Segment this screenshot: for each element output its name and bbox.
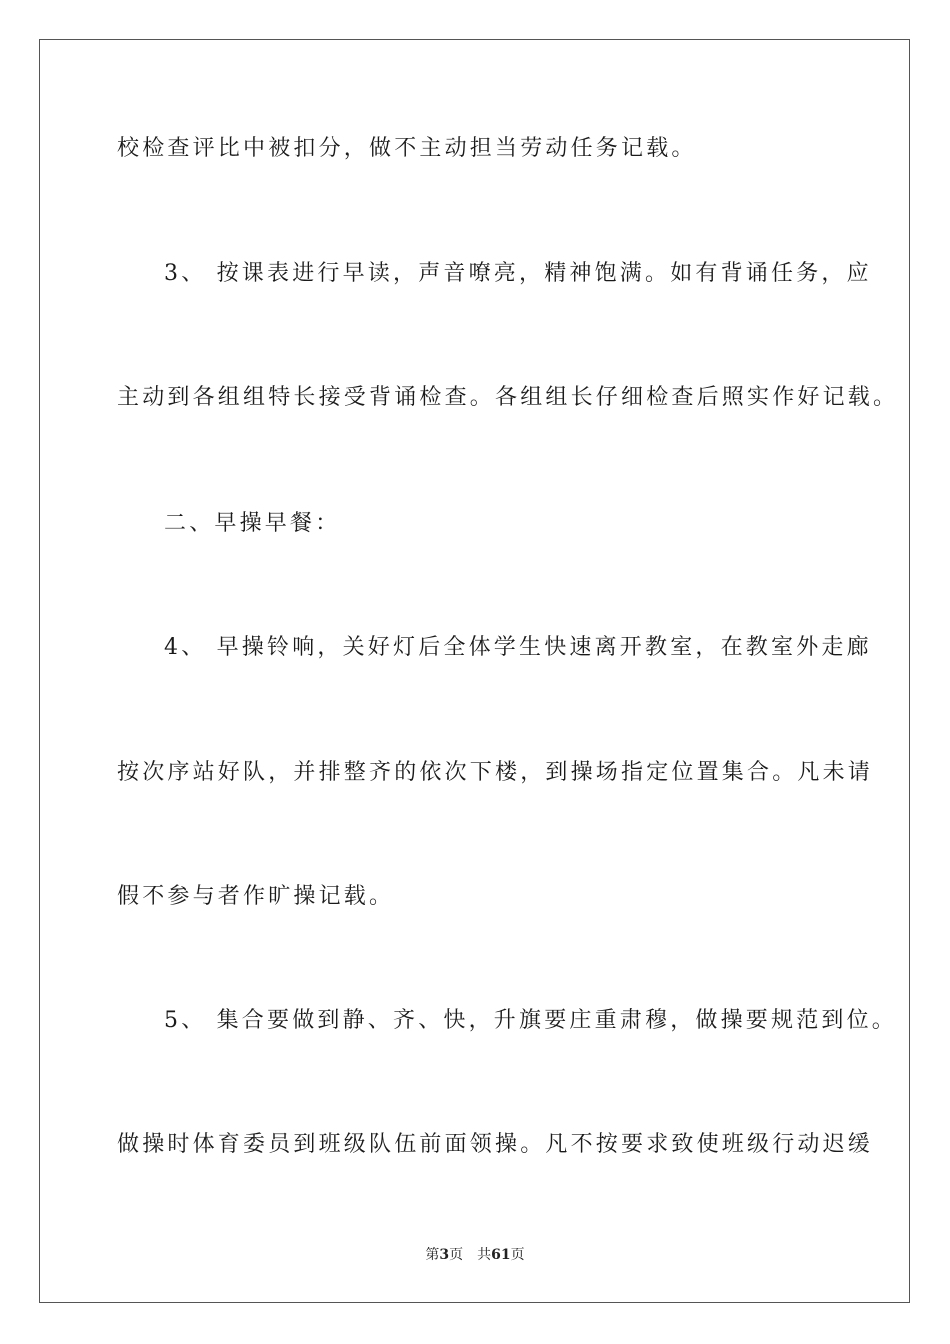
- total-prefix: 共: [477, 1247, 492, 1263]
- total-suffix: 页: [510, 1247, 525, 1263]
- page-border: [39, 39, 910, 1303]
- text-line-7: 假不参与者作旷操记载。: [117, 884, 395, 909]
- text-line-8: 5、 集合要做到静、齐、快，升旗要庄重肃穆，做操要规范到位。: [164, 1008, 897, 1033]
- text-line-9: 做操时体育委员到班级队伍前面领操。凡不按要求致使班级行动迟缓: [117, 1132, 874, 1157]
- page-prefix: 第: [425, 1247, 440, 1263]
- text-line-1: 校检查评比中被扣分，做不主动担当劳动任务记载。: [117, 136, 697, 161]
- text-line-6: 按次序站好队，并排整齐的依次下楼，到操场指定位置集合。凡未请: [117, 760, 874, 785]
- page-number: 3: [439, 1247, 450, 1263]
- page-footer: [0, 1246, 950, 1264]
- total-pages: 61: [491, 1247, 511, 1263]
- page-suffix: 页: [449, 1247, 464, 1263]
- text-line-3: 主动到各组组特长接受背诵检查。各组组长仔细检查后照实作好记载。: [117, 385, 899, 410]
- text-line-2: 3、 按课表进行早读，声音嘹亮，精神饱满。如有背诵任务，应: [164, 261, 872, 286]
- text-line-5: 4、 早操铃响，关好灯后全体学生快速离开教室，在教室外走廊: [164, 635, 872, 660]
- section-heading: 二、早操早餐：: [164, 511, 341, 536]
